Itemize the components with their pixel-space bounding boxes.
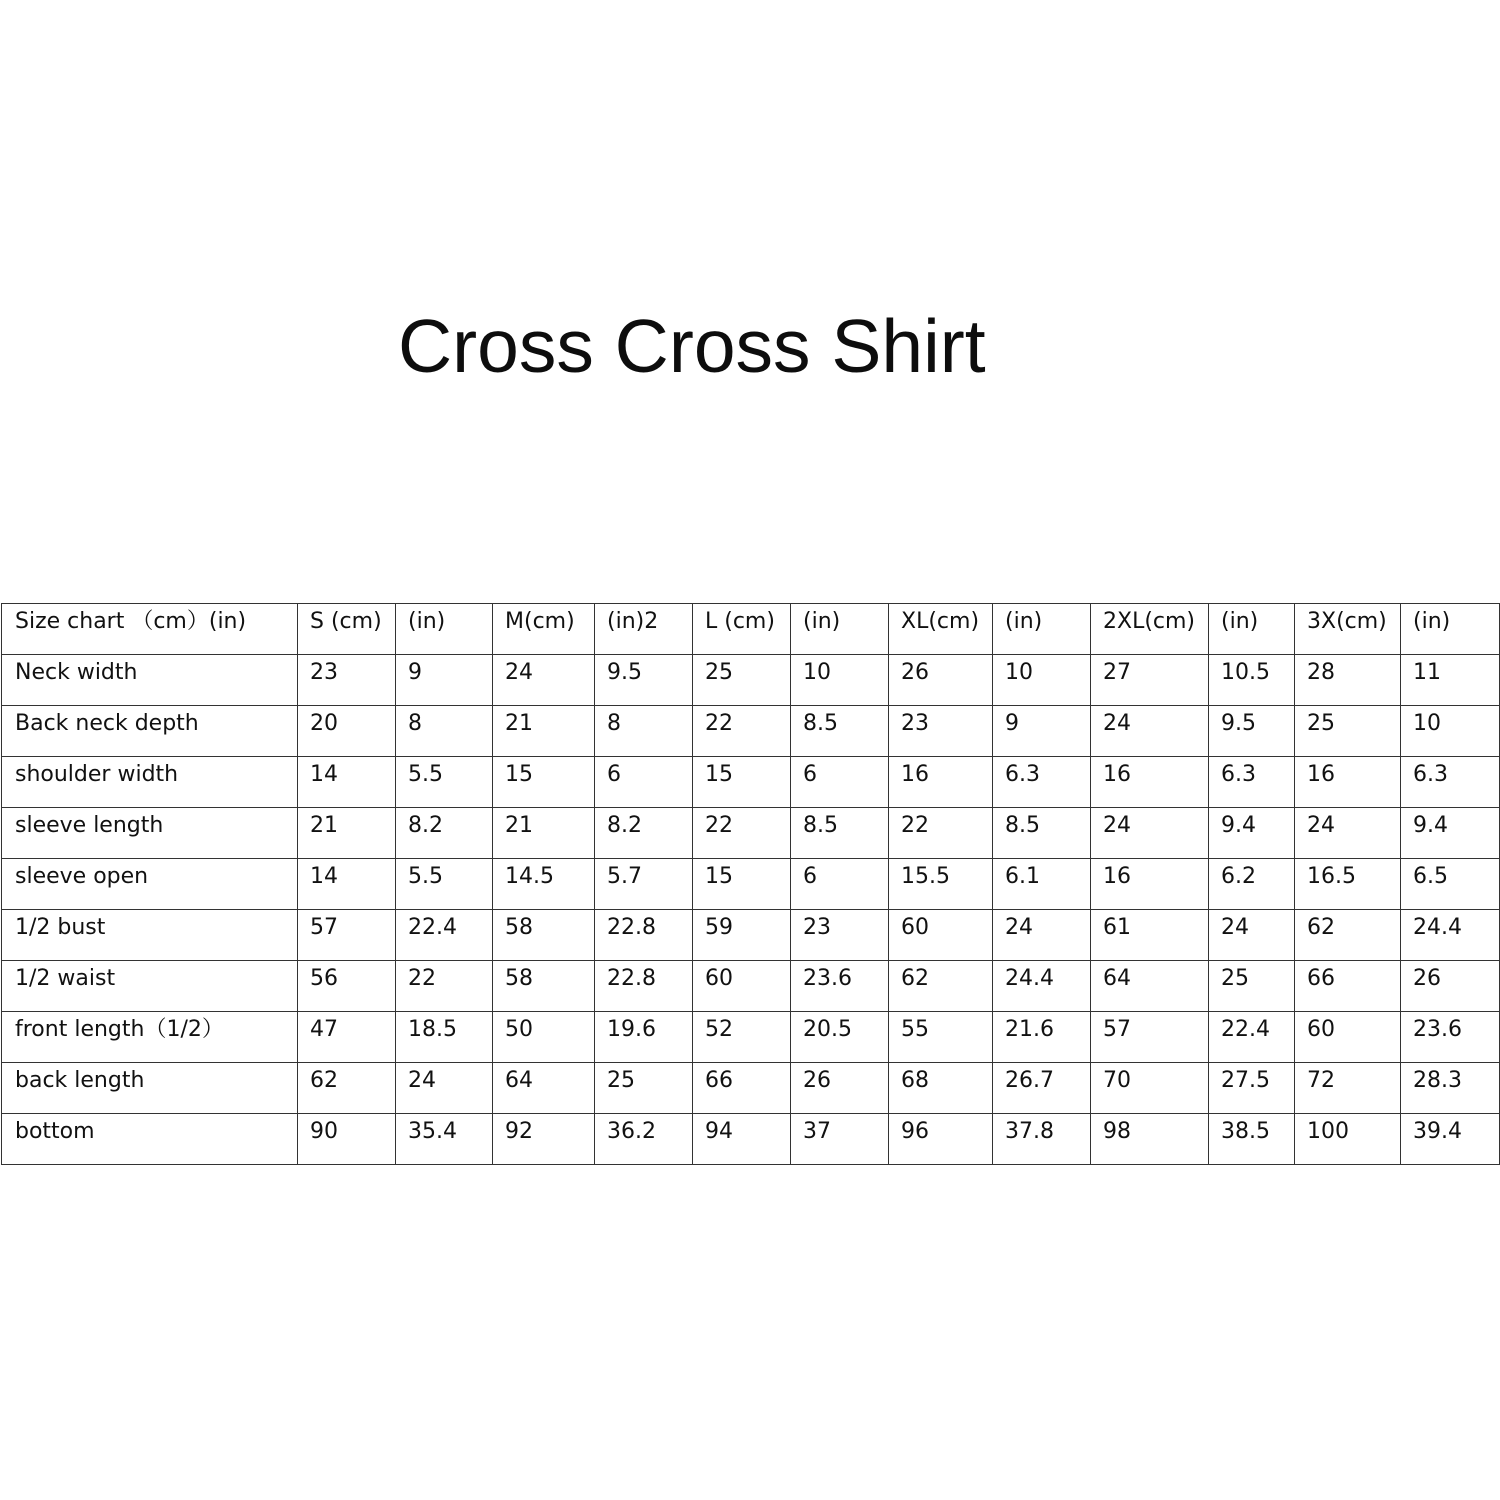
table-cell: 50 [493,1012,595,1063]
table-row [2,961,1500,1012]
table-header-cell: (in) [1209,604,1295,655]
table-cell: 38.5 [1209,1114,1295,1165]
table-cell: 8 [396,706,493,757]
table-header-cell: (in) [1401,604,1500,655]
table-cell: 25 [595,1063,693,1114]
table-cell: 62 [1295,910,1401,961]
table-cell: 10 [791,655,889,706]
table-header-cell: 3X(cm) [1295,604,1401,655]
table-cell: 23 [298,655,396,706]
table-cell: 64 [493,1063,595,1114]
size-chart-table [1,603,1500,1165]
table-row [2,1114,1500,1165]
table-cell: 28.3 [1401,1063,1500,1114]
table-cell: 15 [693,757,791,808]
table-cell: 11 [1401,655,1500,706]
table-cell: 22 [396,961,493,1012]
table-row [2,757,1500,808]
table-cell: 24 [993,910,1091,961]
table-cell: 27.5 [1209,1063,1295,1114]
table-cell: 5.5 [396,859,493,910]
table-cell: 24.4 [1401,910,1500,961]
table-cell: 60 [693,961,791,1012]
table-header-cell: (in)2 [595,604,693,655]
table-cell: 24.4 [993,961,1091,1012]
table-cell: 96 [889,1114,993,1165]
table-header-cell: S (cm) [298,604,396,655]
table-cell: 14 [298,757,396,808]
table-row [2,655,1500,706]
table-cell: 24 [1209,910,1295,961]
table-cell: 21 [493,808,595,859]
table-cell: 9.4 [1209,808,1295,859]
table-cell: 62 [298,1063,396,1114]
table-cell: 68 [889,1063,993,1114]
table-row [2,1063,1500,1114]
table-cell: 8 [595,706,693,757]
table-cell: 22.4 [396,910,493,961]
table-row [2,1012,1500,1063]
table-row [2,910,1500,961]
table-cell: 8.2 [396,808,493,859]
table-cell: 26 [791,1063,889,1114]
row-label-cell: shoulder width [2,757,298,808]
table-cell: 6 [595,757,693,808]
table-cell: 16.5 [1295,859,1401,910]
table-cell: 39.4 [1401,1114,1500,1165]
table-cell: 94 [693,1114,791,1165]
table-row [2,859,1500,910]
table-cell: 92 [493,1114,595,1165]
table-header-cell: M(cm) [493,604,595,655]
table-cell: 20.5 [791,1012,889,1063]
table-header-cell: XL(cm) [889,604,993,655]
row-label-cell: 1/2 waist [2,961,298,1012]
table-cell: 25 [1295,706,1401,757]
table-cell: 14.5 [493,859,595,910]
table-cell: 15.5 [889,859,993,910]
table-cell: 6.3 [1401,757,1500,808]
table-cell: 35.4 [396,1114,493,1165]
table-cell: 23.6 [1401,1012,1500,1063]
table-cell: 21 [493,706,595,757]
table-cell: 27 [1091,655,1209,706]
table-cell: 18.5 [396,1012,493,1063]
table-cell: 24 [1091,808,1209,859]
table-cell: 57 [1091,1012,1209,1063]
table-cell: 6.1 [993,859,1091,910]
row-label-cell: bottom [2,1114,298,1165]
table-cell: 66 [693,1063,791,1114]
table-cell: 22 [693,706,791,757]
row-label-cell: back length [2,1063,298,1114]
table-cell: 24 [493,655,595,706]
table-cell: 90 [298,1114,396,1165]
table-cell: 100 [1295,1114,1401,1165]
table-cell: 28 [1295,655,1401,706]
table-cell: 8.5 [993,808,1091,859]
table-cell: 9.5 [595,655,693,706]
table-cell: 6 [791,757,889,808]
table-cell: 25 [1209,961,1295,1012]
table-cell: 9.4 [1401,808,1500,859]
row-label-cell: Back neck depth [2,706,298,757]
table-cell: 56 [298,961,396,1012]
table-cell: 23 [791,910,889,961]
table-cell: 64 [1091,961,1209,1012]
table-cell: 23 [889,706,993,757]
table-cell: 8.5 [791,706,889,757]
size-chart-body [2,604,1500,1165]
row-label-cell: 1/2 bust [2,910,298,961]
table-cell: 21 [298,808,396,859]
table-header-cell: (in) [993,604,1091,655]
table-cell: 10 [993,655,1091,706]
table-cell: 6.2 [1209,859,1295,910]
page-title: Cross Cross Shirt [398,304,986,388]
table-cell: 9.5 [1209,706,1295,757]
table-cell: 14 [298,859,396,910]
table-cell: 16 [1091,859,1209,910]
table-cell: 72 [1295,1063,1401,1114]
table-cell: 62 [889,961,993,1012]
table-header-cell: 2XL(cm) [1091,604,1209,655]
table-header-row [2,604,1500,655]
table-cell: 59 [693,910,791,961]
table-cell: 22 [889,808,993,859]
table-row [2,808,1500,859]
table-cell: 55 [889,1012,993,1063]
table-cell: 24 [396,1063,493,1114]
table-header-cell: (in) [396,604,493,655]
table-cell: 37 [791,1114,889,1165]
table-cell: 25 [693,655,791,706]
table-cell: 61 [1091,910,1209,961]
table-cell: 22 [693,808,791,859]
row-label-cell: sleeve length [2,808,298,859]
table-cell: 15 [693,859,791,910]
table-cell: 16 [1295,757,1401,808]
table-cell: 98 [1091,1114,1209,1165]
table-header-cell: Size chart （cm）(in) [2,604,298,655]
table-cell: 19.6 [595,1012,693,1063]
table-header-cell: (in) [791,604,889,655]
table-cell: 58 [493,961,595,1012]
table-cell: 66 [1295,961,1401,1012]
table-cell: 60 [1295,1012,1401,1063]
table-cell: 52 [693,1012,791,1063]
table-cell: 5.7 [595,859,693,910]
table-cell: 24 [1295,808,1401,859]
table-cell: 47 [298,1012,396,1063]
table-cell: 22.8 [595,910,693,961]
table-cell: 15 [493,757,595,808]
table-cell: 58 [493,910,595,961]
table-cell: 5.5 [396,757,493,808]
table-cell: 36.2 [595,1114,693,1165]
table-cell: 37.8 [993,1114,1091,1165]
table-cell: 24 [1091,706,1209,757]
table-cell: 16 [1091,757,1209,808]
table-cell: 22.8 [595,961,693,1012]
table-cell: 16 [889,757,993,808]
table-cell: 23.6 [791,961,889,1012]
table-cell: 57 [298,910,396,961]
table-cell: 26 [889,655,993,706]
row-label-cell: front length（1/2） [2,1012,298,1063]
row-label-cell: sleeve open [2,859,298,910]
table-cell: 6.3 [993,757,1091,808]
row-label-cell: Neck width [2,655,298,706]
table-cell: 9 [993,706,1091,757]
table-cell: 6.5 [1401,859,1500,910]
table-cell: 60 [889,910,993,961]
table-cell: 6 [791,859,889,910]
table-row [2,706,1500,757]
table-header-cell: L (cm) [693,604,791,655]
table-cell: 9 [396,655,493,706]
table-cell: 26.7 [993,1063,1091,1114]
table-cell: 8.2 [595,808,693,859]
table-cell: 6.3 [1209,757,1295,808]
table-cell: 10.5 [1209,655,1295,706]
table-cell: 70 [1091,1063,1209,1114]
table-cell: 20 [298,706,396,757]
table-cell: 22.4 [1209,1012,1295,1063]
table-cell: 21.6 [993,1012,1091,1063]
table-cell: 26 [1401,961,1500,1012]
table-cell: 8.5 [791,808,889,859]
table-cell: 10 [1401,706,1500,757]
